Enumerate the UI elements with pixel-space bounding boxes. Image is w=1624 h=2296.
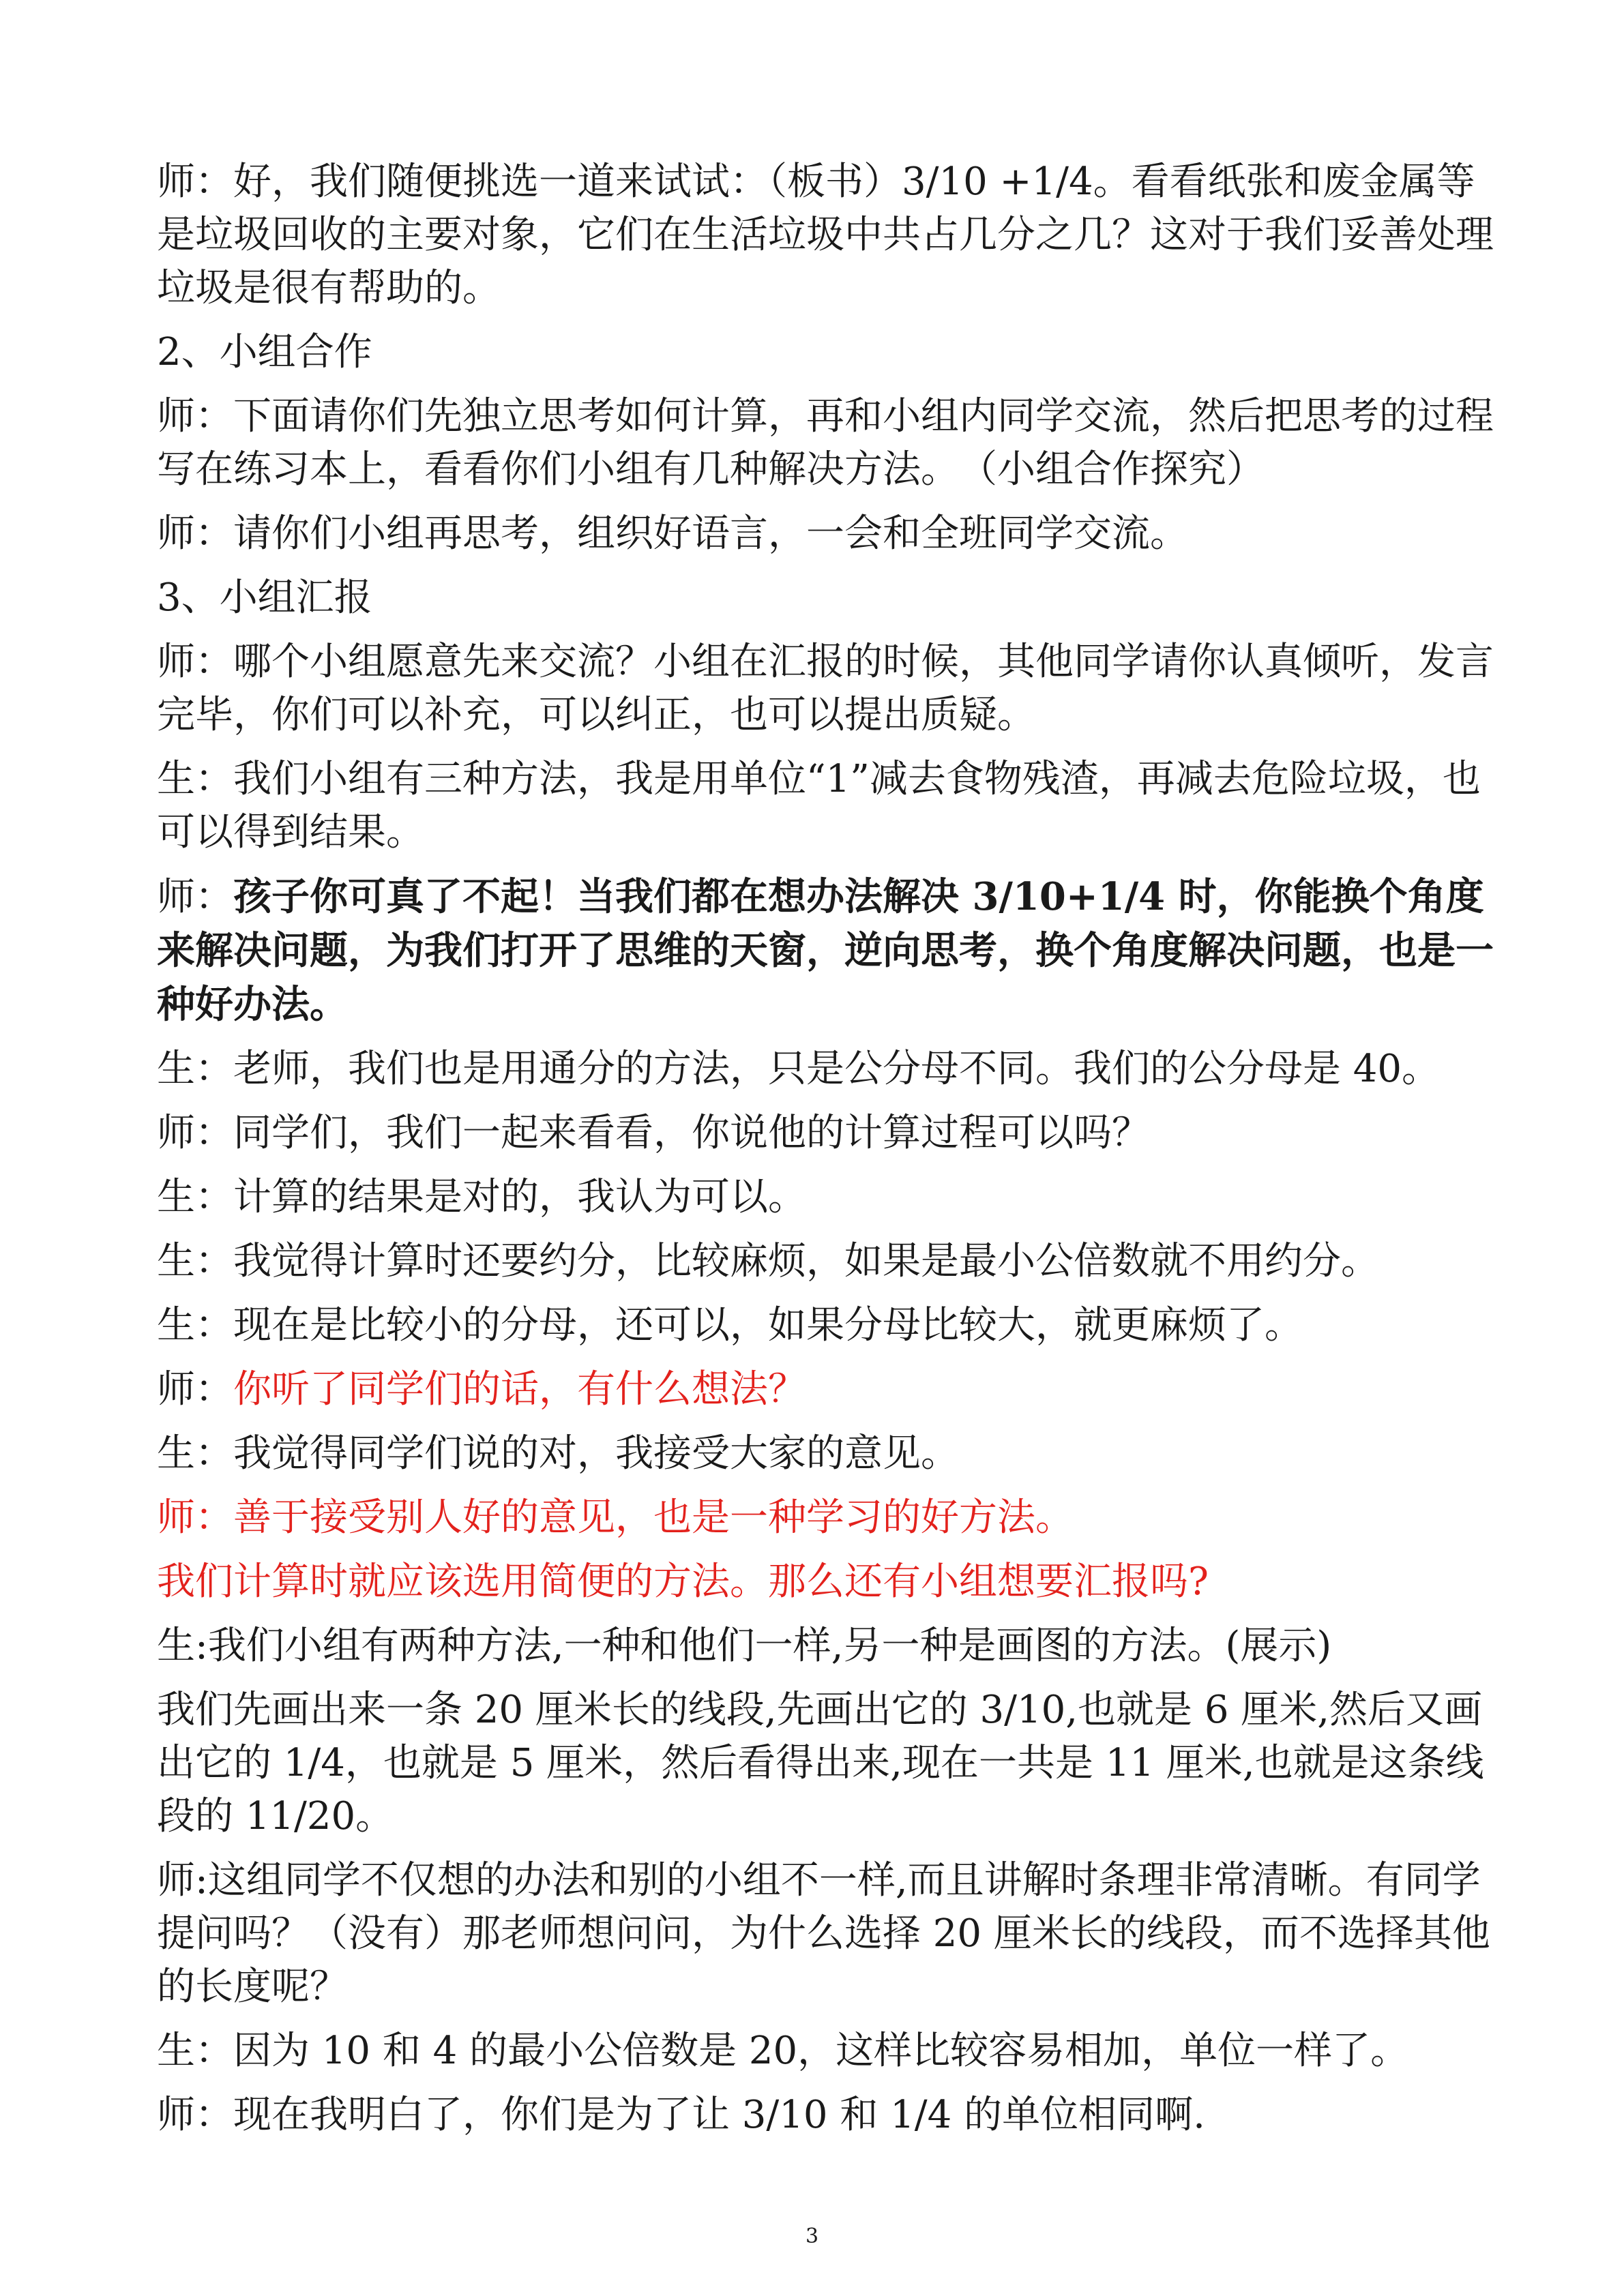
- paragraph-text: 现在是比较小的分母，还可以，如果分母比较大，就更麻烦了。: [233, 1303, 1303, 1347]
- paragraph-16-red: [157, 1491, 1507, 1545]
- paragraph-14-red: [157, 1363, 1507, 1416]
- speaker-label: 师：: [157, 640, 233, 684]
- paragraph-22: [157, 2089, 1507, 2142]
- paragraph-text: 这组同学不仅想的办法和别的小组不一样,而且讲解时条理非常清晰。有同学提问吗？（没有）那老师想问问，为什么选择 20 厘米长的线段，而不选择其他的长度呢？: [157, 1858, 1490, 2009]
- paragraph-4: [157, 507, 1507, 561]
- paragraph-text: 我觉得计算时还要约分，比较麻烦，如果是最小公倍数就不用约分。: [233, 1239, 1379, 1283]
- paragraph-text: 我觉得同学们说的对，我接受大家的意见。: [233, 1431, 959, 1476]
- paragraph-18: [157, 1620, 1507, 1673]
- speaker-label: 生:: [157, 1624, 208, 1668]
- paragraph-text: 我们小组有两种方法,一种和他们一样,另一种是画图的方法。(展示): [207, 1624, 1332, 1668]
- document-body: [157, 155, 1507, 2153]
- speaker-label: 师：: [157, 160, 233, 204]
- paragraph-text: 哪个小组愿意先来交流？小组在汇报的时候，其他同学请你认真倾听，发言完毕，你们可以补充，可以纠正，也可以提出质疑。: [157, 640, 1494, 737]
- paragraph-17-red: [157, 1555, 1507, 1609]
- speaker-label: 师：: [157, 1495, 233, 1540]
- section-heading-group-work: [157, 326, 1507, 379]
- paragraph-text: 好，我们随便挑选一道来试试：（板书）3/10 +1/4。看看纸张和废金属等是垃圾回收的主要对象，它们在生活垃圾中共占几分之几？这对于我们妥善处理垃圾是很有帮助的。: [157, 160, 1494, 310]
- paragraph-19: [157, 1684, 1507, 1843]
- paragraph-1: [157, 155, 1507, 315]
- paragraph-text: 我们小组有三种方法，我是用单位“1”减去食物残渣，再减去危险垃圾，也可以得到结果。: [157, 757, 1481, 854]
- paragraph-15: [157, 1427, 1507, 1480]
- speaker-label: 师：: [157, 511, 233, 556]
- speaker-label: 生：: [157, 1431, 233, 1476]
- paragraph-text: 因为 10 和 4 的最小公倍数是 20，这样比较容易相加，单位一样了。: [233, 2029, 1409, 2073]
- paragraph-text: 请你们小组再思考，组织好语言，一会和全班同学交流。: [233, 511, 1188, 556]
- speaker-label: 生：: [157, 1175, 233, 1219]
- paragraph-11: [157, 1171, 1507, 1224]
- paragraph-9: [157, 1043, 1507, 1096]
- paragraph-text-red: 善于接受别人好的意见，也是一种学习的好方法。: [233, 1495, 1074, 1540]
- speaker-label: 师:: [157, 1858, 208, 1903]
- speaker-label: 师：: [157, 394, 233, 438]
- paragraph-text: 现在我明白了，你们是为了让 3/10 和 1/4 的单位相同啊.: [233, 2093, 1205, 2137]
- speaker-label: 师：: [157, 1367, 233, 1412]
- paragraph-21: [157, 2025, 1507, 2078]
- paragraph-10: [157, 1107, 1507, 1160]
- paragraph-text-red: 你听了同学们的话，有什么想法？: [233, 1367, 806, 1412]
- paragraph-text: 3、小组汇报: [157, 576, 372, 620]
- speaker-label: 生：: [157, 757, 233, 801]
- speaker-label: 师：: [157, 2093, 233, 2137]
- speaker-label: 师：: [157, 875, 233, 919]
- speaker-label: 生：: [157, 1303, 233, 1347]
- section-heading-group-report: [157, 571, 1507, 625]
- paragraph-6: [157, 636, 1507, 742]
- paragraph-text: 同学们，我们一起来看看，你说他的计算过程可以吗？: [233, 1111, 1150, 1155]
- speaker-label: 生：: [157, 1239, 233, 1283]
- paragraph-text: 计算的结果是对的，我认为可以。: [233, 1175, 806, 1219]
- paragraph-13: [157, 1299, 1507, 1352]
- page-number: 3: [805, 2224, 819, 2248]
- paragraph-text-red: 我们计算时就应该选用简便的方法。那么还有小组想要汇报吗?: [157, 1560, 1209, 1604]
- paragraph-3: [157, 390, 1507, 496]
- paragraph-8-bold: [157, 870, 1507, 1032]
- paragraph-7: [157, 753, 1507, 859]
- paragraph-text: 我们先画出来一条 20 厘米长的线段,先画出它的 3/10,也就是 6 厘米,然后又画出它的 1/4，也就是 5 厘米，然后看得出来,现在一共是 11 厘米,也就是这条线段的 11/20。: [157, 1688, 1484, 1838]
- paragraph-text: 老师，我们也是用通分的方法，只是公分母不同。我们的公分母是 40。: [233, 1047, 1441, 1091]
- paragraph-12: [157, 1235, 1507, 1288]
- paragraph-20: [157, 1854, 1507, 2014]
- paragraph-text-bold: 孩子你可真了不起！当我们都在想办法解决 3/10+1/4 时，你能换个角度来解决问题，为我们打开了思维的天窗，逆向思考，换个角度解决问题，也是一种好办法。: [157, 874, 1494, 1027]
- paragraph-text: 2、小组合作: [157, 330, 372, 374]
- speaker-label: 生：: [157, 2029, 233, 2073]
- speaker-label: 师：: [157, 1111, 233, 1155]
- paragraph-text: 下面请你们先独立思考如何计算，再和小组内同学交流，然后把思考的过程写在练习本上，看看你们小组有几种解决方法。 （小组合作探究）: [157, 394, 1494, 492]
- speaker-label: 生：: [157, 1047, 233, 1091]
